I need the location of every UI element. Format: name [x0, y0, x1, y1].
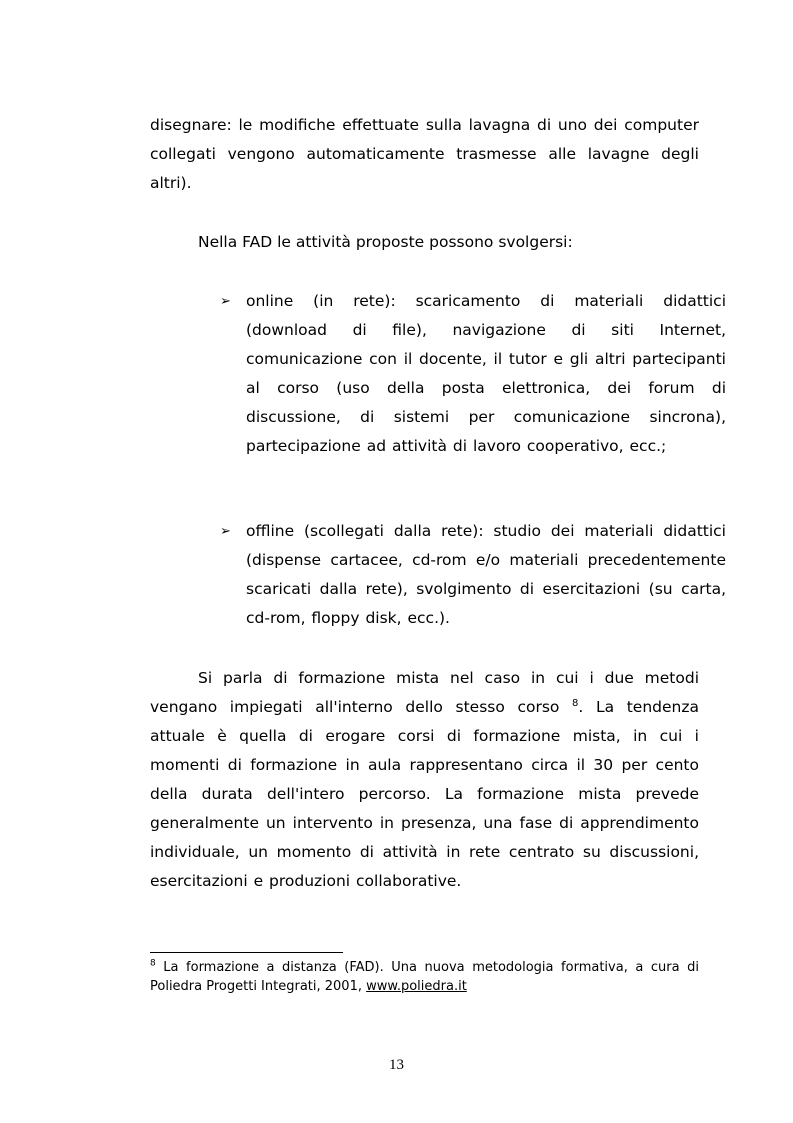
footnote-text: La formazione a distanza (FAD). Una nuova metodologia formativa, a cura di Poliedra Progetti Integrati, 2001, — [150, 960, 699, 994]
footnote-divider — [150, 952, 343, 953]
arrow-bullet-icon: ➢ — [220, 524, 231, 539]
list-item-online — [220, 287, 726, 461]
activity-bullet-list — [220, 287, 726, 647]
mixed-paragraph-text-2: . La tendenza attuale è quella di erogare corsi di formazione mista, in cui i momenti di formazione in aula rappresentano circa il 30 per cento della durata dell'intero percorso. La formazione mista prevede generalmente un intervento in presenza, una fase di apprendimento individuale, un momento di attività in rete centrato su discussioni, esercitazioni e produzioni collaborative. — [150, 698, 699, 890]
footnote-reference[interactable]: 8 — [572, 697, 579, 709]
mixed-paragraph-text-1: Si parla di formazione mista nel caso in cui i due metodi vengano impiegati all'interno dello stesso corso — [150, 669, 699, 716]
list-item-offline — [220, 517, 726, 633]
footnote-marker: 8 — [150, 958, 156, 969]
fad-activities-intro: Nella FAD le attività proposte possono svolgersi: — [198, 233, 573, 251]
mixed-training-paragraph — [150, 664, 699, 896]
bullet-text-online: online (in rete): scaricamento di materiali didattici (download di file), navigazione di siti Internet, comunicazione con il docente, il tutor e gli altri partecipanti al corso (uso della posta elettronica, dei forum di discussione, di sistemi per comunicazione sincrona), partecipazione ad attività di lavoro cooperativo, ecc.; — [246, 292, 726, 455]
arrow-bullet-icon: ➢ — [220, 294, 231, 309]
bullet-text-offline: offline (scollegati dalla rete): studio dei materiali didattici (dispense cartacee, cd-rom e/o materiali precedentemente scaricati dalla rete), svolgimento di esercitazioni (su carta, cd-rom, floppy disk, ecc.). — [246, 522, 726, 627]
intro-paragraph: disegnare: le modifiche effettuate sulla lavagna di uno dei computer collegati vengono automaticamente trasmesse alle lavagne degli altri). — [150, 116, 699, 192]
footnote — [150, 958, 699, 996]
footnote-link[interactable]: www.poliedra.it — [366, 979, 467, 994]
page-number: 13 — [389, 1057, 404, 1073]
